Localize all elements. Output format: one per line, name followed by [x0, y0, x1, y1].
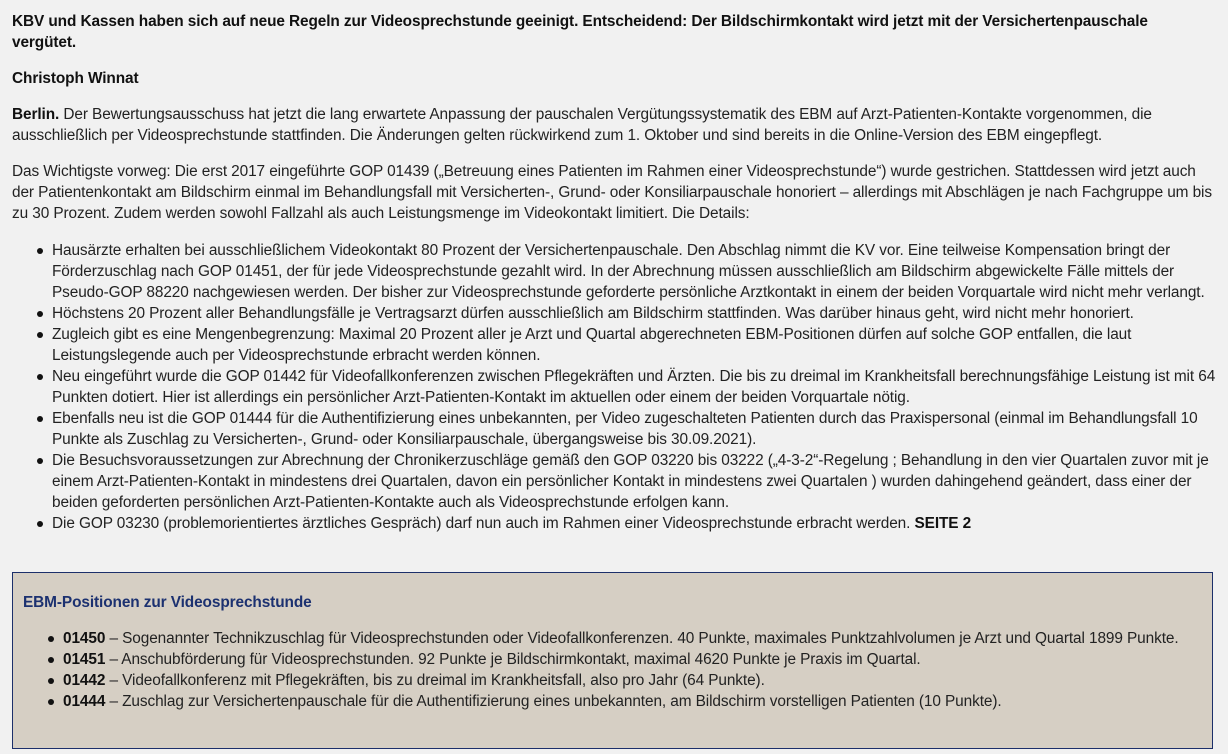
infobox-title: EBM-Positionen zur Videosprechstunde — [23, 594, 312, 611]
last-detail-text: Die GOP 03230 (problemorientiertes ärztliches Gespräch) darf nun auch im Rahmen einer Videosprechstunde erbracht werden. — [52, 515, 915, 532]
list-item: Hausärzte erhalten bei ausschließlichem Videokontakt 80 Prozent der Versichertenpauschale. Den Abschlag nimmt die KV vor. Eine teilweise Kompensation bringt der Förderzuschlag nach GOP 01451, der für jede Videosprechstunde gezahlt wird. In der Abrechnung müssen ausschließlich am Bildschirm abgewickelte Fälle mittels der Pseudo-GOP 88220 nachgewiesen werden. Der bisher zur Videosprechstunde geforderte persönliche Arztkontakt in einem der beiden Vorquartale wird nicht mehr verlangt. — [12, 240, 1216, 303]
summary-paragraph: Das Wichtigste vorweg: Die erst 2017 eingeführte GOP 01439 („Betreuung eines Patienten im Rahmen einer Videosprechstunde“) wurde gestrichen. Stattdessen wird jetzt auch der Patientenkontakt am Bildschirm einmal im Behandlungsfall mit Versicherten-, Grund- oder Konsiliarpauschale honoriert – allerdings mit Abschlägen je nach Fachgruppe um bis zu 30 Prozent. Zudem werden sowohl Fallzahl als auch Leistungsmenge im Videokontakt limitiert. Die Details: — [12, 163, 1212, 222]
intro-text: Der Bewertungsausschuss hat jetzt die lang erwartete Anpassung der pauschalen Vergütungssystematik des EBM auf Arzt-Patienten-Kontakte vorgenommen, die ausschließlich per Videosprechstunde stattfinden. Die Änderungen gelten rückwirkend zum 1. Oktober und sind bereits in die Online-Version des EBM eingepflegt. — [12, 106, 1152, 144]
list-item: Die Besuchsvoraussetzungen zur Abrechnung der Chronikerzuschläge gemäß den GOP 03220 bis 03222 („4-3-2“-Regelung ; Behandlung in den vier Quartalen zuvor mit je einem Arzt-Patienten-Kontakt in mindestens drei Quartalen, davon ein persönlicher Kontakt in mindestens zwei Quartalen ) wurden dahingehend geändert, dass einer der beiden geforderten persönlichen Arzt-Patienten-Kontakte auch als Videosprechstunde erfolgen kann. — [12, 450, 1216, 513]
continued-page-link[interactable]: SEITE 2 — [914, 515, 972, 532]
gop-description: – Zuschlag zur Versichertenpauschale für die Authentifizierung eines unbekannten, am Bildschirm vorstelligen Patienten (10 Punkte). — [105, 693, 1002, 710]
list-item — [23, 670, 1202, 691]
gop-description: – Videofallkonferenz mit Pflegekräften, bis zu dreimal im Krankheitsfall, also pro Jahr (64 Punkte). — [105, 672, 765, 689]
list-item — [23, 628, 1202, 649]
list-item — [12, 513, 1216, 534]
list-item — [23, 691, 1202, 712]
gop-description: – Sogenannter Technikzuschlag für Videosprechstunden oder Videofallkonferenzen. 40 Punkte, maximales Punktzahlvolumen je Arzt und Quartal 1899 Punkte. — [105, 630, 1179, 647]
list-item — [23, 649, 1202, 670]
dateline: Berlin. — [12, 106, 60, 123]
gop-code: 01451 — [63, 651, 106, 668]
ebm-positions-list — [23, 628, 1202, 712]
article-author: Christoph Winnat — [12, 70, 139, 87]
ebm-infobox — [12, 572, 1213, 749]
gop-code: 01450 — [63, 630, 106, 647]
intro-paragraph — [12, 104, 1216, 146]
list-item: Ebenfalls neu ist die GOP 01444 für die Authentifizierung eines unbekannten, per Video zugeschalteten Patienten durch das Praxispersonal (einmal im Behandlungsfall 10 Punkte als Zuschlag zu Versicherten-, Grund- oder Konsiliarpauschale, übergangsweise bis 30.09.2021). — [12, 408, 1216, 450]
details-list — [12, 240, 1216, 534]
gop-code: 01444 — [63, 693, 106, 710]
gop-description: – Anschubförderung für Videosprechstunden. 92 Punkte je Bildschirmkontakt, maximal 4620 Punkte je Praxis im Quartal. — [105, 651, 921, 668]
article-headline: KBV und Kassen haben sich auf neue Regeln zur Videosprechstunde geeinigt. Entscheidend: Der Bildschirmkontakt wird jetzt mit der Versichertenpauschale vergütet. — [12, 13, 1148, 51]
list-item: Höchstens 20 Prozent aller Behandlungsfälle je Vertragsarzt dürfen ausschließlich am Bildschirm stattfinden. Was darüber hinaus geht, wird nicht mehr honoriert. — [12, 303, 1216, 324]
list-item: Neu eingeführt wurde die GOP 01442 für Videofallkonferenzen zwischen Pflegekräften und Ärzten. Die bis zu dreimal im Krankheitsfall berechnungsfähige Leistung ist mit 64 Punkten dotiert. Hier ist allerdings ein persönlicher Arzt-Patienten-Kontakt im aktuellen oder einem der beiden Vorquartale nötig. — [12, 366, 1216, 408]
list-item: Zugleich gibt es eine Mengenbegrenzung: Maximal 20 Prozent aller je Arzt und Quartal abgerechneten EBM-Positionen dürfen auf solche GOP entfallen, die laut Leistungslegende auch per Videosprechstunde erbracht werden können. — [12, 324, 1216, 366]
gop-code: 01442 — [63, 672, 106, 689]
